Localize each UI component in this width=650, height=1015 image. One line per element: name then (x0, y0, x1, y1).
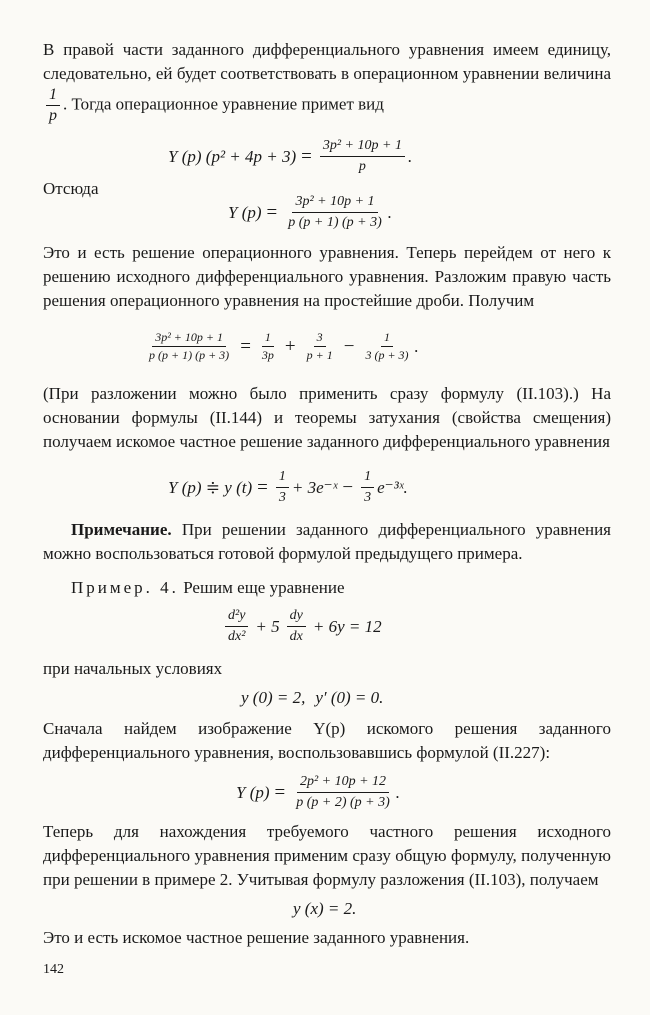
paragraph-1-tail: . Тогда операционное уравнение примет вид (63, 94, 384, 114)
formula-2: Y (p) = $\frac{\text{3p² + 10p + 1}}{p (p + 1) (p + 3)}$ . (228, 194, 393, 230)
paragraph-4: Сначала найдем изображение Y(p) искомого решения заданного дифференциального уравнения, воспользовавшись формулой (II.227): (43, 719, 611, 762)
paragraph-1 (43, 38, 611, 125)
paragraph-1-text: В правой части заданного дифференциального уравнения имеем единицу, следовательно, ей будет соответствовать в операционном уравнении величина (43, 40, 611, 83)
example-label: Пример. 4. (71, 578, 179, 597)
example-4-heading (43, 576, 611, 600)
formula-7-image: Y (p) = $\frac{\text{2p² + 10p + 12}}{p (p + 2) (p + 3)}$ . (236, 774, 401, 810)
note-text: При решении заданного дифференциального уравнения можно воспользоваться готовой формулой предыдущего примера. (43, 520, 611, 563)
paragraph-2: Это и есть решение операционного уравнения. Теперь перейдем от него к решению исходного дифференциального уравнения. Разложим правую часть решения операционного уравнения на простейшие дроби. Получим (43, 243, 611, 310)
note-label: Примечание. (71, 520, 172, 539)
inline-fraction-1-over-p: $\frac{1}{p}$ (46, 86, 60, 125)
otsyuda-label: Отсюда (43, 179, 99, 198)
formula-5-diff-equation: $\frac{\text{d²y}}{\text{dx²}}$ + 5 $\frac{dy}{dx}$ + 6y = 12 (222, 607, 382, 646)
page-number: 142 (43, 962, 64, 977)
paragraph-6: Это и есть искомое частное решение заданного уравнения. (43, 928, 470, 947)
formula-8-result: y (x) = 2. (293, 899, 357, 918)
paragraph-3: (При разложении можно было применить сразу формулу (II.103).) На основании формулы (II.144) и теоремы затухания (свойства смещения) получаем искомое частное решение заданного дифференциального уравнения (43, 384, 611, 451)
formula-3-partial-fractions: $\frac{\text{3p² + 10p + 1}}{p (p + 1) (p + 3)}$ = $\frac{1}{3p}$ + $\frac{3}{p + 1}$ − $\frac{1}{3 (p + 3)}$ . (149, 330, 419, 362)
example-text: Решим еще уравнение (183, 578, 345, 597)
formula-1: Y (p) (p² + 4p + 3) = $\frac{\text{3p² + 10p + 1}}{p}$ . (168, 138, 413, 174)
note-paragraph (43, 518, 611, 566)
paragraph-5: Теперь для нахождения требуемого частного решения исходного дифференциального уравнения применим сразу общую формулу, полученную при решении в примере 2. Учитывая формулу разложения (II.103), получаем (43, 822, 611, 889)
formula-4-solution: Y (p) ≑ y (t) = $\frac{1}{3}$ + 3e⁻ˣ − $\frac{1}{3}$ e⁻³ˣ. (168, 469, 408, 505)
initial-conditions-label: при начальных условиях (43, 659, 223, 678)
formula-6-initial-conditions: y (0) = 2, y′ (0) = 0. (241, 688, 384, 707)
